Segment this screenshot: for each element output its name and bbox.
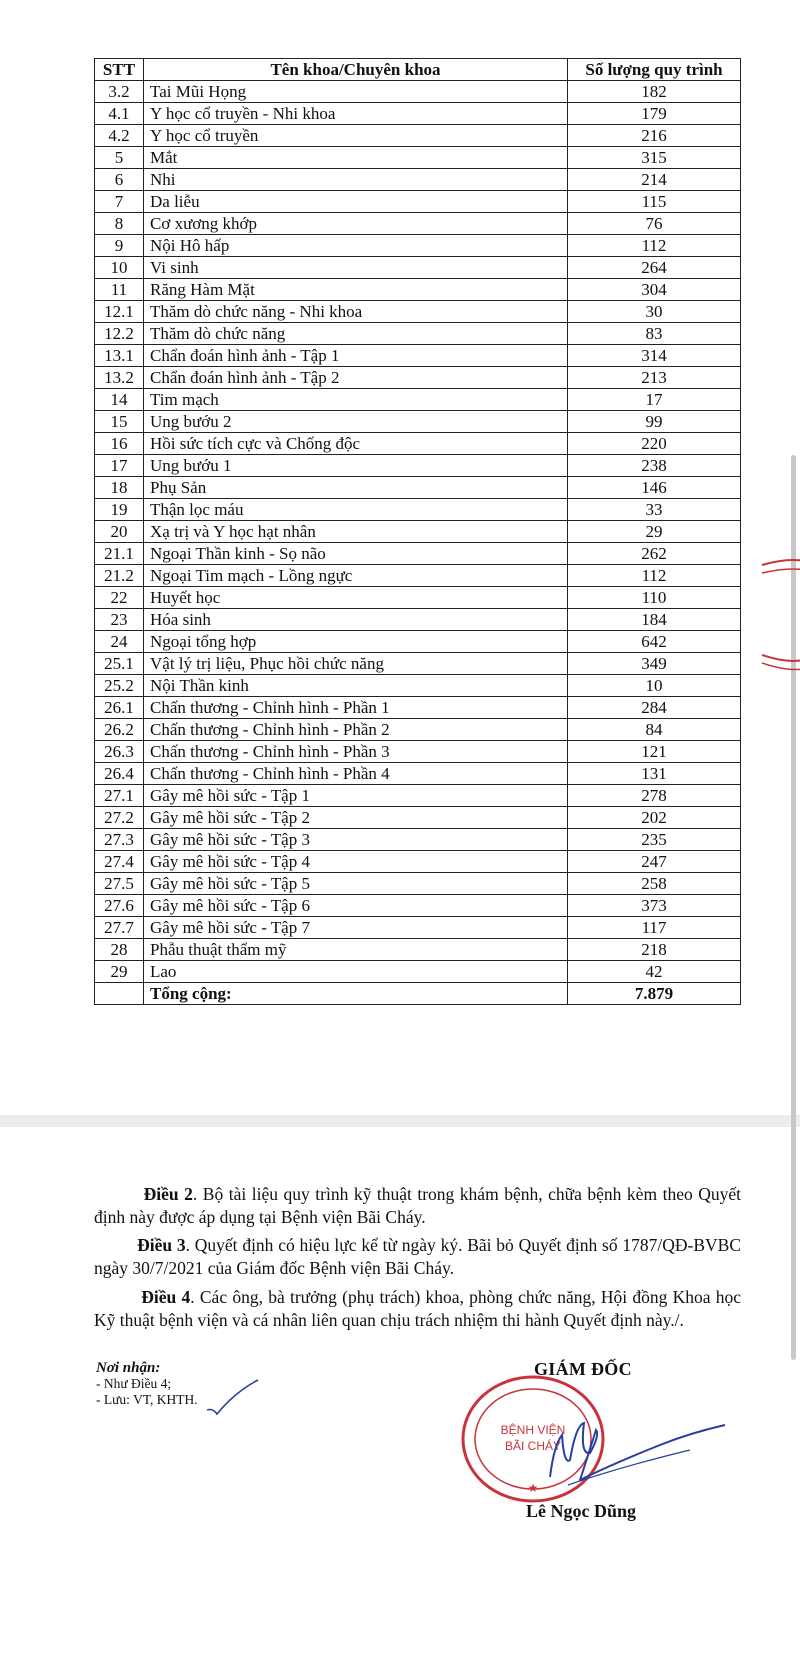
row-count: 131 (568, 763, 741, 785)
row-stt: 27.1 (95, 785, 144, 807)
row-count: 33 (568, 499, 741, 521)
row-department: Chấn thương - Chỉnh hình - Phần 1 (144, 697, 568, 719)
row-count: 262 (568, 543, 741, 565)
table-row (95, 609, 741, 631)
row-stt: 27.5 (95, 873, 144, 895)
table-row (95, 323, 741, 345)
row-count: 213 (568, 367, 741, 389)
row-department: Lao (144, 961, 568, 983)
row-department: Ngoại Thần kinh - Sọ não (144, 543, 568, 565)
article-2 (94, 1183, 741, 1229)
total-empty-cell (95, 983, 144, 1005)
row-department: Chẩn đoán hình ảnh - Tập 1 (144, 345, 568, 367)
table-row (95, 433, 741, 455)
table-row (95, 499, 741, 521)
row-department: Da liễu (144, 191, 568, 213)
row-count: 642 (568, 631, 741, 653)
row-stt: 21.1 (95, 543, 144, 565)
row-count: 216 (568, 125, 741, 147)
table-row (95, 917, 741, 939)
row-count: 83 (568, 323, 741, 345)
total-label: Tổng cộng: (144, 983, 568, 1005)
header-stt: STT (95, 59, 144, 81)
row-stt: 22 (95, 587, 144, 609)
row-department: Phụ Sản (144, 477, 568, 499)
row-stt: 26.4 (95, 763, 144, 785)
row-stt: 10 (95, 257, 144, 279)
header-department: Tên khoa/Chuyên khoa (144, 59, 568, 81)
article-4 (94, 1286, 741, 1332)
row-stt: 15 (95, 411, 144, 433)
row-count: 349 (568, 653, 741, 675)
table-row (95, 697, 741, 719)
table-row (95, 895, 741, 917)
row-count: 146 (568, 477, 741, 499)
row-count: 84 (568, 719, 741, 741)
stamp-text-1: BỆNH VIỆN (500, 1423, 566, 1437)
table-row (95, 477, 741, 499)
row-stt: 8 (95, 213, 144, 235)
row-count: 258 (568, 873, 741, 895)
row-stt: 26.2 (95, 719, 144, 741)
table-row (95, 807, 741, 829)
article-3-label: Điều 3 (137, 1235, 186, 1255)
table-row (95, 169, 741, 191)
row-stt: 16 (95, 433, 144, 455)
row-stt: 27.4 (95, 851, 144, 873)
row-count: 42 (568, 961, 741, 983)
table-row (95, 763, 741, 785)
row-department: Chẩn đoán hình ảnh - Tập 2 (144, 367, 568, 389)
table-row (95, 279, 741, 301)
row-count: 247 (568, 851, 741, 873)
table-row (95, 719, 741, 741)
row-department: Gây mê hồi sức - Tập 1 (144, 785, 568, 807)
table-row (95, 213, 741, 235)
row-department: Cơ xương khớp (144, 213, 568, 235)
recipients-line-1: - Như Điều 4; (96, 1376, 172, 1391)
row-count: 238 (568, 455, 741, 477)
row-department: Chấn thương - Chỉnh hình - Phần 4 (144, 763, 568, 785)
svg-text:★: ★ (527, 1481, 539, 1495)
row-stt: 21.2 (95, 565, 144, 587)
row-department: Chấn thương - Chỉnh hình - Phần 2 (144, 719, 568, 741)
row-count: 235 (568, 829, 741, 851)
table-row (95, 785, 741, 807)
row-department: Vi sinh (144, 257, 568, 279)
row-department: Phẫu thuật thẩm mỹ (144, 939, 568, 961)
row-count: 218 (568, 939, 741, 961)
row-stt: 5 (95, 147, 144, 169)
row-count: 121 (568, 741, 741, 763)
page-separator (0, 1115, 800, 1127)
table-row (95, 829, 741, 851)
row-count: 76 (568, 213, 741, 235)
row-department: Gây mê hồi sức - Tập 4 (144, 851, 568, 873)
row-count: 214 (568, 169, 741, 191)
row-stt: 6 (95, 169, 144, 191)
row-stt: 25.2 (95, 675, 144, 697)
row-stt: 24 (95, 631, 144, 653)
row-department: Thận lọc máu (144, 499, 568, 521)
stamp-text-2: BÃI CHÁY (504, 1439, 562, 1453)
table-row (95, 81, 741, 103)
row-department: Nội Hô hấp (144, 235, 568, 257)
table-row (95, 565, 741, 587)
article-4-text: . Các ông, bà trưởng (phụ trách) khoa, phòng chức năng, Hội đồng Khoa học Kỹ thuật bệnh viện và cá nhân liên quan chịu trách nhiệm thi hành Quyết định này./. (94, 1287, 742, 1330)
row-stt: 4.1 (95, 103, 144, 125)
row-department: Răng Hàm Mặt (144, 279, 568, 301)
table-row (95, 543, 741, 565)
row-count: 304 (568, 279, 741, 301)
row-stt: 18 (95, 477, 144, 499)
row-stt: 12.1 (95, 301, 144, 323)
row-count: 17 (568, 389, 741, 411)
row-department: Nhi (144, 169, 568, 191)
row-stt: 4.2 (95, 125, 144, 147)
table-row (95, 191, 741, 213)
row-stt: 7 (95, 191, 144, 213)
row-stt: 27.2 (95, 807, 144, 829)
row-stt: 17 (95, 455, 144, 477)
row-stt: 29 (95, 961, 144, 983)
article-2-label: Điều 2 (143, 1184, 193, 1204)
table-row (95, 939, 741, 961)
row-stt: 3.2 (95, 81, 144, 103)
table-row (95, 587, 741, 609)
table-row (95, 741, 741, 763)
row-stt: 19 (95, 499, 144, 521)
director-signature (540, 1405, 730, 1500)
row-stt: 28 (95, 939, 144, 961)
table-row (95, 873, 741, 895)
table-row (95, 103, 741, 125)
table-row (95, 257, 741, 279)
row-count: 179 (568, 103, 741, 125)
row-stt: 12.2 (95, 323, 144, 345)
row-stt: 9 (95, 235, 144, 257)
row-department: Thăm dò chức năng - Nhi khoa (144, 301, 568, 323)
table-row (95, 455, 741, 477)
row-department: Hồi sức tích cực và Chống độc (144, 433, 568, 455)
row-stt: 14 (95, 389, 144, 411)
row-stt: 27.7 (95, 917, 144, 939)
row-department: Gây mê hồi sức - Tập 2 (144, 807, 568, 829)
row-department: Hóa sinh (144, 609, 568, 631)
table-row (95, 961, 741, 983)
row-count: 315 (568, 147, 741, 169)
row-count: 278 (568, 785, 741, 807)
row-stt: 13.2 (95, 367, 144, 389)
row-stt: 20 (95, 521, 144, 543)
row-count: 29 (568, 521, 741, 543)
total-row (95, 983, 741, 1005)
row-count: 115 (568, 191, 741, 213)
row-count: 117 (568, 917, 741, 939)
table-row (95, 125, 741, 147)
row-stt: 11 (95, 279, 144, 301)
row-count: 284 (568, 697, 741, 719)
table-row (95, 345, 741, 367)
signer-name: Lê Ngọc Dũng (526, 1501, 637, 1521)
row-department: Ngoại tổng hợp (144, 631, 568, 653)
table-row (95, 411, 741, 433)
table-row (95, 367, 741, 389)
row-department: Y học cổ truyền (144, 125, 568, 147)
row-count: 184 (568, 609, 741, 631)
row-stt: 23 (95, 609, 144, 631)
table-row (95, 147, 741, 169)
article-2-text: . Bộ tài liệu quy trình kỹ thuật trong khám bệnh, chữa bệnh kèm theo Quyết định này được áp dụng tại Bệnh viện Bãi Cháy. (94, 1184, 741, 1227)
table-row (95, 851, 741, 873)
row-department: Gây mê hồi sức - Tập 5 (144, 873, 568, 895)
row-department: Nội Thần kinh (144, 675, 568, 697)
table-row (95, 631, 741, 653)
row-count: 10 (568, 675, 741, 697)
header-count: Số lượng quy trình (568, 59, 741, 81)
row-count: 112 (568, 235, 741, 257)
row-department: Ung bướu 1 (144, 455, 568, 477)
partial-stamp-edge (757, 555, 800, 675)
table-row (95, 521, 741, 543)
procedure-count-table (94, 58, 741, 1005)
row-stt: 27.6 (95, 895, 144, 917)
row-count: 220 (568, 433, 741, 455)
row-count: 99 (568, 411, 741, 433)
row-stt: 26.3 (95, 741, 144, 763)
article-3 (94, 1234, 741, 1280)
article-3-text: . Quyết định có hiệu lực kể từ ngày ký. Bãi bỏ Quyết định số 1787/QĐ-BVBC ngày 30/7/2021 của Giám đốc Bệnh viện Bãi Cháy. (94, 1235, 742, 1278)
row-count: 373 (568, 895, 741, 917)
recipients-heading: Nơi nhận: (96, 1360, 161, 1376)
row-count: 202 (568, 807, 741, 829)
table-row (95, 389, 741, 411)
recipients-line-2: - Lưu: VT, KHTH. (96, 1392, 198, 1407)
row-department: Ngoại Tim mạch - Lồng ngực (144, 565, 568, 587)
total-value: 7.879 (568, 983, 741, 1005)
row-department: Ung bướu 2 (144, 411, 568, 433)
row-count: 30 (568, 301, 741, 323)
row-count: 264 (568, 257, 741, 279)
row-department: Chấn thương - Chỉnh hình - Phần 3 (144, 741, 568, 763)
row-department: Vật lý trị liệu, Phục hồi chức năng (144, 653, 568, 675)
row-department: Thăm dò chức năng (144, 323, 568, 345)
row-department: Tai Mũi Họng (144, 81, 568, 103)
row-department: Gây mê hồi sức - Tập 7 (144, 917, 568, 939)
recipients-block (96, 1360, 198, 1408)
table-row (95, 235, 741, 257)
table-row (95, 301, 741, 323)
row-count: 112 (568, 565, 741, 587)
row-department: Y học cổ truyền - Nhi khoa (144, 103, 568, 125)
table-row (95, 653, 741, 675)
table-row (95, 675, 741, 697)
row-stt: 25.1 (95, 653, 144, 675)
row-department: Xạ trị và Y học hạt nhân (144, 521, 568, 543)
article-4-label: Điều 4 (141, 1287, 191, 1307)
director-title: GIÁM ĐỐC (534, 1359, 632, 1379)
row-department: Huyết học (144, 587, 568, 609)
row-stt: 13.1 (95, 345, 144, 367)
table-header-row (95, 59, 741, 81)
row-department: Tim mạch (144, 389, 568, 411)
row-count: 314 (568, 345, 741, 367)
initial-mark (205, 1378, 260, 1418)
row-department: Mắt (144, 147, 568, 169)
row-department: Gây mê hồi sức - Tập 3 (144, 829, 568, 851)
row-department: Gây mê hồi sức - Tập 6 (144, 895, 568, 917)
row-count: 182 (568, 81, 741, 103)
row-stt: 27.3 (95, 829, 144, 851)
row-stt: 26.1 (95, 697, 144, 719)
row-count: 110 (568, 587, 741, 609)
